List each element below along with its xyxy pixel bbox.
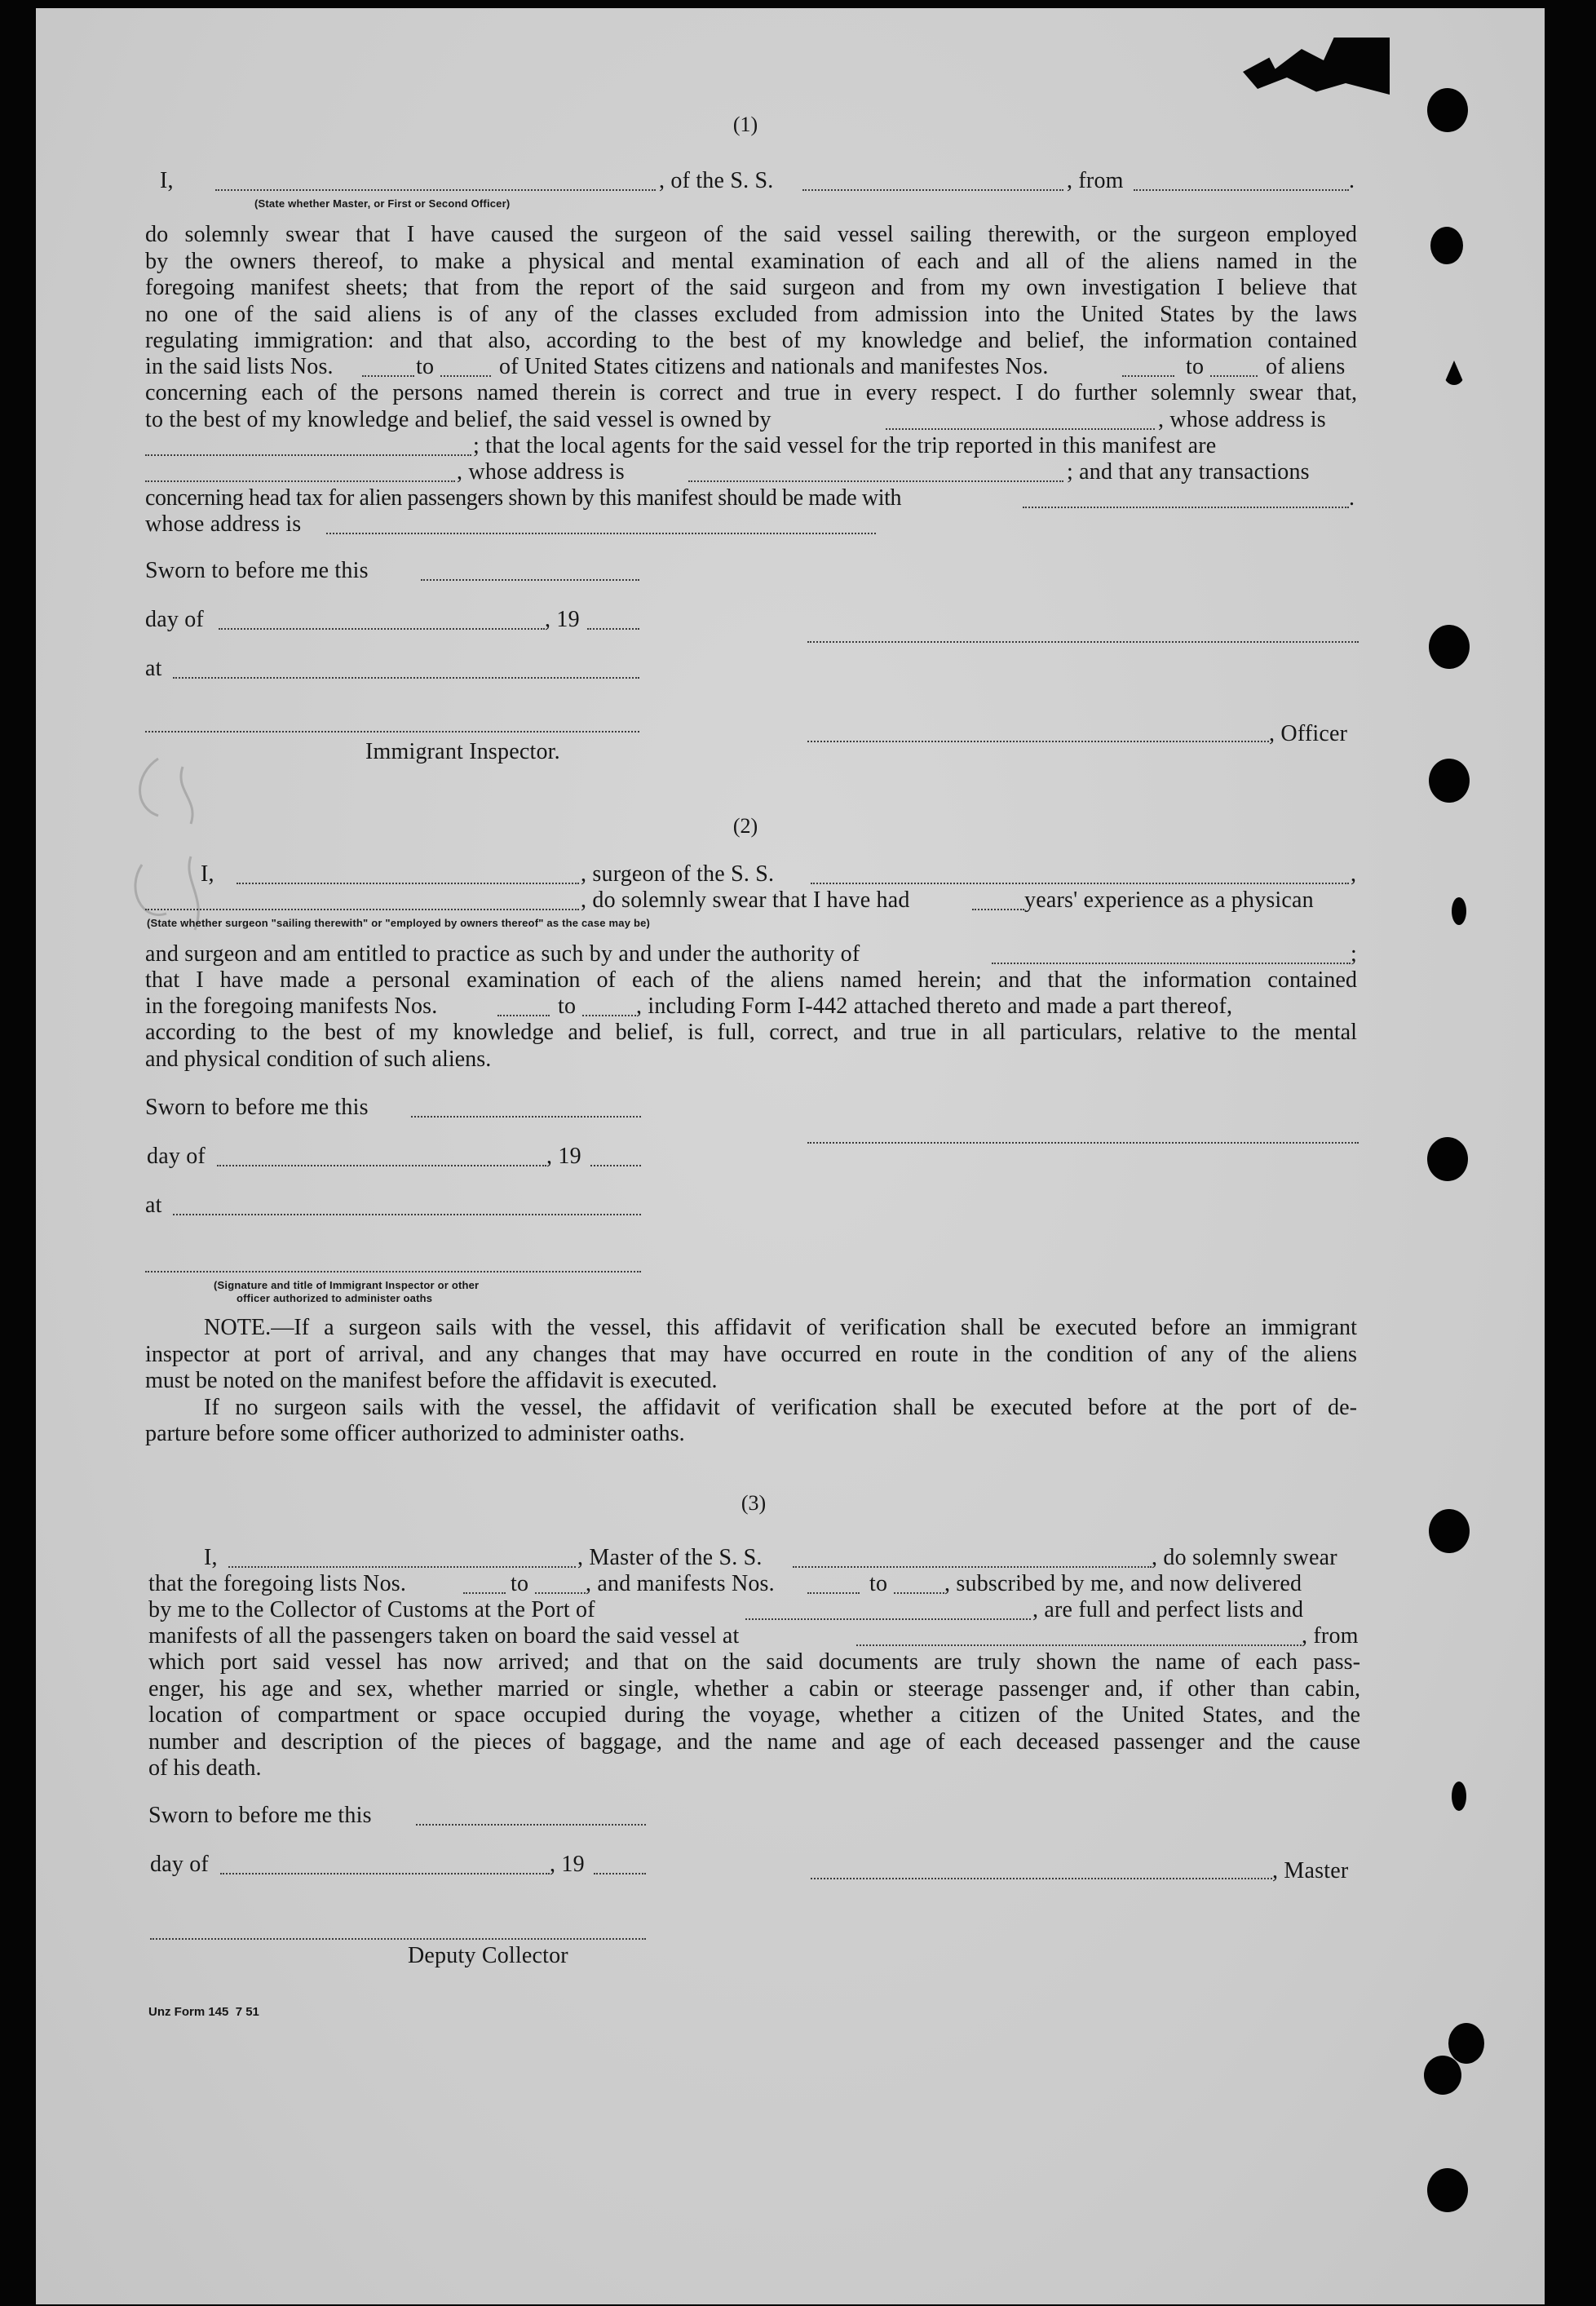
s2-sworn: Sworn to before me this [145, 1095, 369, 1120]
s2-authority-b: ; [1351, 941, 1357, 967]
s1-body-line: by the owners thereof, to make a physical and mental examination of each and all of the aliens named in the [145, 248, 1357, 274]
s2-vessel-field[interactable] [811, 883, 1349, 884]
s2-at: at [145, 1193, 162, 1218]
s1-period: . [1349, 168, 1355, 193]
s2-right-sig-line[interactable] [807, 1142, 1359, 1144]
s3-line2-a: that the foregoing lists Nos. [148, 1571, 407, 1596]
surgeon-name-field[interactable] [237, 883, 579, 884]
s1-nineteen: , 19 [545, 607, 580, 632]
citizen-list-from-field[interactable] [362, 375, 414, 377]
master-name-field[interactable] [215, 189, 656, 191]
deputy-signature-field[interactable] [150, 1938, 646, 1940]
port-field[interactable] [745, 1618, 1031, 1620]
headtax-field[interactable] [1023, 507, 1349, 508]
punch-hole [1429, 759, 1470, 803]
s2-body-line: that I have made a personal examination of each of the aliens named herein; and that the information contained [145, 967, 1357, 993]
s3-body-line: location of compartment or space occupied during the voyage, whether a citizen of the United States, and the [148, 1702, 1360, 1728]
s1-owned-b: , whose address is [1158, 407, 1326, 432]
s1-body-line: no one of the said aliens is of any of the classes excluded from admission into the United States by the laws [145, 301, 1357, 327]
s2-manifests-a: in the foregoing manifests Nos. [145, 994, 438, 1019]
s2-manifests-c: , including Form I-442 attached thereto and made a part thereof, [636, 994, 1233, 1019]
s3-body-line: number and description of the pieces of baggage, and the name and age of each deceased passenger and the cause [148, 1728, 1360, 1755]
s3-line2-c: , and manifests Nos. [586, 1571, 775, 1596]
officer-signature-field[interactable] [807, 741, 1269, 742]
agents-address-field[interactable] [688, 480, 1063, 482]
master-signature-field[interactable] [811, 1878, 1272, 1879]
s2-body-line: and physical condition of such aliens. [145, 1046, 492, 1072]
s3-line2-e: , subscribed by me, and now delivered [944, 1571, 1302, 1596]
s1-day-field[interactable] [219, 628, 545, 630]
punch-hole [1429, 625, 1470, 669]
s2-nineteen: , 19 [546, 1144, 581, 1169]
s3-body-line: which port said vessel has now arrived; and that on the said documents are truly shown the name of each pass- [148, 1649, 1360, 1675]
s2-manifest-from-field[interactable] [497, 1015, 550, 1016]
s1-body-line: do solemnly swear that I have caused the surgeon of the said vessel sailing therewith, or the surgeon employed [145, 222, 1357, 247]
s1-body-line: foregoing manifest sheets; that from the report of the said surgeon and from my own investigation I believe that [145, 275, 1357, 300]
s3-sworn: Sworn to before me this [148, 1803, 372, 1828]
s2-manifest-to-field[interactable] [582, 1015, 636, 1016]
years-experience-field[interactable] [972, 909, 1024, 910]
s3-i: I, [204, 1545, 218, 1570]
s2-surgeon: , surgeon of the S. S. [581, 861, 775, 887]
s1-year-field[interactable] [587, 628, 639, 630]
s3-lists-from-field[interactable] [463, 1592, 506, 1594]
s3-year-field[interactable] [594, 1873, 646, 1874]
authority-field[interactable] [992, 963, 1351, 964]
form-page [36, 8, 1545, 2304]
alien-manifest-from-field[interactable] [1122, 375, 1174, 377]
signature-note-2: officer authorized to administer oaths [237, 1292, 433, 1304]
s1-of-ss: , of the S. S. [659, 168, 774, 193]
s3-line3-b: , are full and perfect lists and [1032, 1597, 1304, 1622]
s1-officer: , Officer [1269, 721, 1348, 746]
signature-note-1: (Signature and title of Immigrant Inspector or other [214, 1279, 480, 1291]
s1-whose-address: whose address is [145, 511, 302, 537]
punch-hole [1424, 2056, 1461, 2095]
s2-sworn-date-field[interactable] [411, 1116, 641, 1118]
s2-body-line: according to the best of my knowledge and belief, is full, correct, and true in all particulars, relative to the mental [145, 1020, 1357, 1045]
s1-lists-d: to [1186, 354, 1205, 379]
s1-inspector: Immigrant Inspector. [365, 739, 560, 764]
note [145, 1315, 1357, 1448]
s2-comma: , [1351, 861, 1357, 887]
punch-hole [1427, 88, 1468, 132]
s3-manifests-from-field[interactable] [807, 1592, 860, 1594]
s2-day-of: day of [147, 1144, 206, 1169]
s1-lists-a: in the said lists Nos. [145, 354, 334, 379]
torn-corner [1243, 38, 1390, 95]
note-line: inspector at port of arrival, and any changes that may have occurred en route in the condition of any of the aliens [145, 1341, 1357, 1367]
note-line: must be noted on the manifest before the affidavit is executed. [145, 1368, 718, 1393]
s2-line2-a: , do solemnly swear that I have had [581, 887, 910, 913]
s1-whose-a: , whose address is [457, 459, 625, 485]
punch-hole [1452, 1782, 1466, 1811]
s1-sworn-date-field[interactable] [421, 579, 639, 581]
s2-line2-b: years' experience as a physican [1024, 887, 1314, 913]
punch-hole [1448, 2023, 1484, 2064]
officer-note: (State whether Master, or First or Second Officer) [254, 197, 511, 210]
punch-hole [1429, 1509, 1470, 1553]
inspector-signature-field[interactable] [145, 731, 639, 733]
agents-field[interactable] [145, 480, 455, 482]
from-port-field[interactable] [1134, 189, 1349, 191]
s1-body [145, 222, 1357, 355]
s3-line4-a: manifests of all the passengers taken on board the said vessel at [148, 1623, 740, 1649]
note-line: If no surgeon sails with the vessel, the affidavit of verification shall be executed before at the port of de- [204, 1394, 1357, 1420]
s2-body [145, 967, 1357, 994]
owner-field[interactable] [886, 428, 1155, 430]
s3-lists-to-field[interactable] [535, 1592, 586, 1594]
s3-master-sig: , Master [1272, 1858, 1349, 1883]
note-line: parture before some officer authorized to administer oaths. [145, 1421, 685, 1446]
s1-i: I, [160, 168, 174, 193]
vessel-name-field[interactable] [802, 189, 1063, 191]
section-2-number: (2) [732, 814, 758, 838]
s3-line2-d: to [869, 1571, 888, 1596]
s2-at-field[interactable] [173, 1214, 641, 1215]
alien-manifest-to-field[interactable] [1210, 375, 1258, 377]
s2-authority-a: and surgeon and am entitled to practice as such by and under the authority of [145, 941, 860, 967]
s1-headtax-a: concerning head tax for alien passengers shown by this manifest should be made with [145, 485, 902, 511]
s3-master: , Master of the S. S. [577, 1545, 763, 1570]
punch-hole [1443, 361, 1465, 385]
s1-from: , from [1067, 168, 1124, 193]
s3-sworn-date-field[interactable] [416, 1824, 646, 1826]
s1-body-line: regulating immigration: and that also, according to the best of my knowledge and belief, the information contained [145, 328, 1357, 353]
s1-day-of: day of [145, 607, 204, 632]
s3-swear: , do solemnly swear [1152, 1545, 1337, 1570]
surgeon-status-field[interactable] [145, 909, 579, 910]
headtax-address-field[interactable] [326, 533, 876, 534]
s3-day-of: day of [150, 1852, 209, 1877]
s2-day-field[interactable] [217, 1165, 546, 1166]
s3-deputy: Deputy Collector [408, 1943, 568, 1968]
punch-hole [1430, 227, 1463, 264]
s2-i: I, [201, 861, 214, 887]
s1-at-field[interactable] [173, 677, 639, 679]
s2-body2 [145, 1020, 1357, 1073]
s3-body-line: of his death. [148, 1755, 262, 1781]
s1-whose-b: ; and that any transactions [1067, 459, 1310, 485]
s2-signature-field[interactable] [145, 1271, 641, 1273]
s2-manifests-b: to [558, 994, 577, 1019]
s2-year-field[interactable] [590, 1165, 641, 1166]
s1-at: at [145, 656, 162, 681]
s1-headtax-b: . [1349, 485, 1355, 511]
punch-hole [1427, 1137, 1468, 1181]
form-number: Unz Form 145 7 51 [148, 2005, 259, 2019]
boarding-port-field[interactable] [856, 1644, 1302, 1646]
s1-concerning [145, 380, 1357, 407]
s3-vessel-field[interactable] [793, 1566, 1152, 1568]
s3-manifests-to-field[interactable] [894, 1592, 944, 1594]
s3-body [148, 1649, 1360, 1782]
note-line: NOTE.—If a surgeon sails with the vessel, this affidavit of verification shall be executed before an immigrant [204, 1315, 1357, 1340]
s3-line3-a: by me to the Collector of Customs at the Port of [148, 1597, 595, 1622]
s3-nineteen: , 19 [550, 1852, 585, 1877]
section-1-number: (1) [732, 113, 758, 136]
s1-sworn: Sworn to before me this [145, 558, 369, 583]
s1-owned-a: to the best of my knowledge and belief, the said vessel is owned by [145, 407, 771, 432]
punch-hole [1427, 2168, 1468, 2212]
s3-line4-b: , from [1302, 1623, 1359, 1649]
surgeon-note: (State whether surgeon "sailing therewith" or "employed by owners thereof" as the case may be) [147, 917, 651, 929]
s1-body-line: concerning each of the persons named therein is correct and true in every respect. I do further solemnly swear that, [145, 380, 1357, 405]
s3-master-name-field[interactable] [228, 1566, 576, 1568]
owner-address-field[interactable] [145, 454, 471, 456]
s1-lists-b: to [416, 354, 435, 379]
s1-agents: ; that the local agents for the said vessel for the trip reported in this manifest are [473, 433, 1217, 458]
section-3-number: (3) [741, 1491, 767, 1515]
punch-hole [1452, 897, 1466, 925]
citizen-list-to-field[interactable] [440, 375, 491, 377]
s1-lists-c: of United States citizens and nationals and manifestes Nos. [499, 354, 1049, 379]
s3-body-line: enger, his age and sex, whether married or single, whether a cabin or steerage passenger and, if other than cabin, [148, 1675, 1360, 1702]
s3-day-field[interactable] [220, 1873, 550, 1874]
s1-right-sig-line-1[interactable] [807, 641, 1359, 643]
s1-lists-e: of aliens [1266, 354, 1346, 379]
s3-line2-b: to [511, 1571, 529, 1596]
